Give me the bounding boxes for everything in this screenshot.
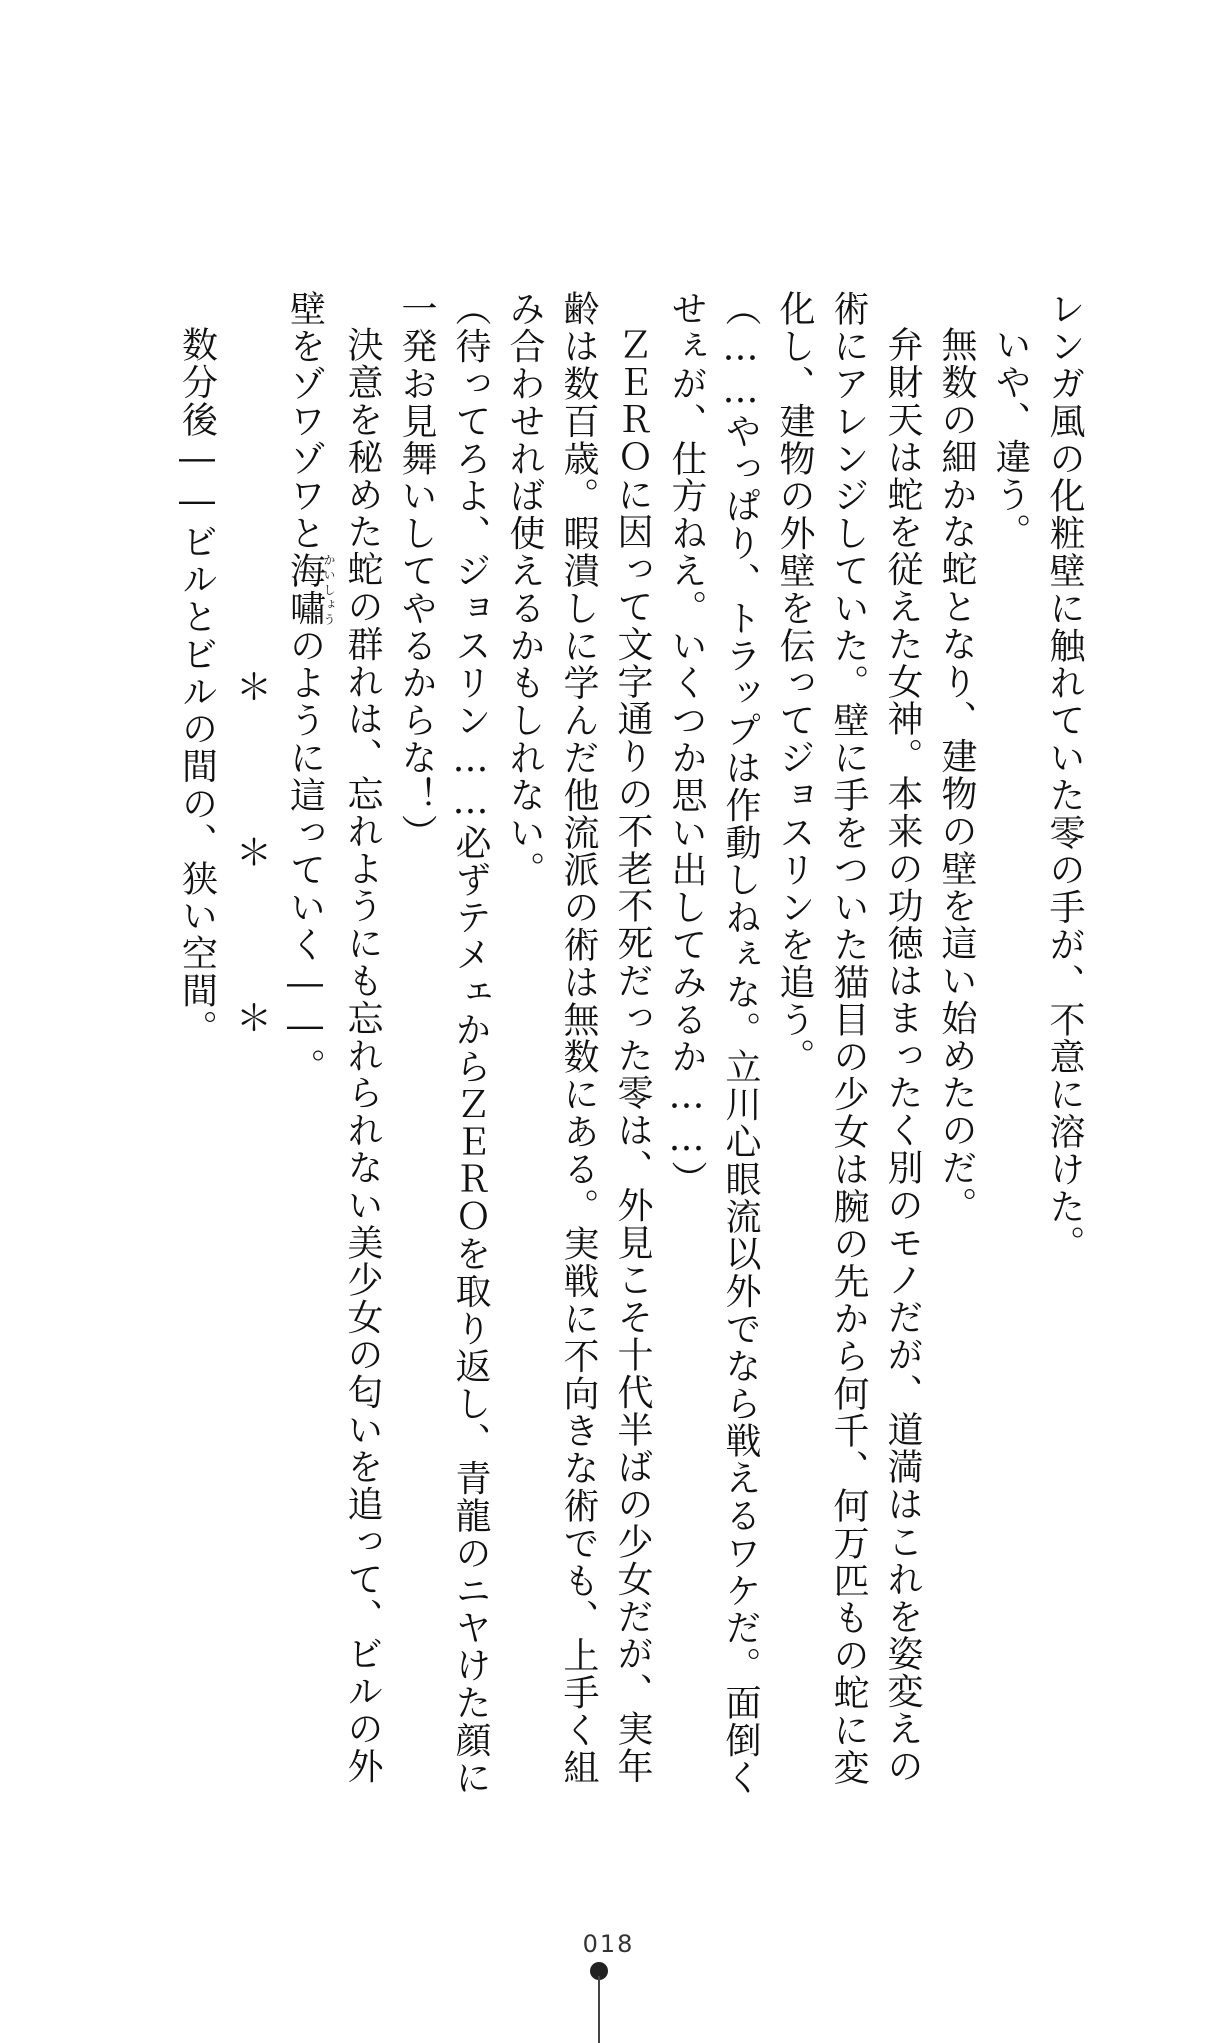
ruby-line-before: 壁をゾワゾワと [284, 290, 326, 552]
text-line-8: せぇが、仕方ねえ。いくつか思い出してみるか……） [666, 290, 707, 1198]
text-line-4: 弁財天は蛇を従えた女神。本来の功徳はまったく別のモノだが、道満はこれを姿変えの [882, 326, 923, 1785]
ruby-base: 海嘯 [284, 551, 326, 627]
page-marker-line [598, 1976, 600, 2043]
ruby-reading: かいしょう [322, 551, 336, 627]
ruby-line-after: のように這っていく――。 [284, 626, 326, 1086]
text-line-1: レンガ風の化粧壁に触れていた零の手が、不意に溶けた。 [1044, 290, 1085, 1263]
text-line-15-ruby [278, 290, 336, 1650]
text-line-9: ＺＥＲＯに因って文字通りの不老不死だった零は、外見こそ十代半ばの少女だが、実年 [612, 326, 653, 1785]
text-line-12: （待ってろよ、ジョスリン……必ずテメェからＺＥＲＯを取り返し、青龍のニヤけた顔に [450, 290, 491, 1796]
text-line-7: （……やっぱり、トラップは作動しねぇな。立川心眼流以外でなら戦えるワケだ。面倒く [720, 290, 761, 1796]
text-line-11: み合わせれば使えるかもしれない。 [504, 290, 545, 889]
text-line-5: 術にアレンジしていた。壁に手をついた猫目の少女は腕の先から何千、何万匹もの蛇に変 [828, 290, 869, 1786]
text-line-10: 齢は数百歳。暇潰しに学んだ他流派の術は無数にある。実戦に不向きな術でも、上手く組 [558, 290, 599, 1786]
ruby-kaishou [284, 551, 336, 627]
page-number: 018 [582, 1930, 635, 1958]
text-line-17: 数分後――ビルとビルの間の、狭い空間。 [176, 326, 218, 1047]
text-line-3: 無数の細かな蛇となり、建物の壁を這い始めたのだ。 [936, 326, 977, 1224]
text-line-13: 一発お見舞いしてやるからな！） [396, 290, 437, 851]
text-line-14: 決意を秘めた蛇の群れは、忘れようにも忘れられない美少女の匂いを追って、ビルの外 [342, 326, 383, 1785]
vertical-text-body [170, 290, 1092, 1796]
page-marker-icon [590, 1962, 608, 2043]
text-line-6: 化し、建物の外壁を伝ってジョスリンを追う。 [774, 290, 815, 1076]
scene-break-asterisks: ＊ ＊ ＊ [230, 668, 272, 1082]
text-line-2: いや、違う。 [990, 326, 1031, 551]
